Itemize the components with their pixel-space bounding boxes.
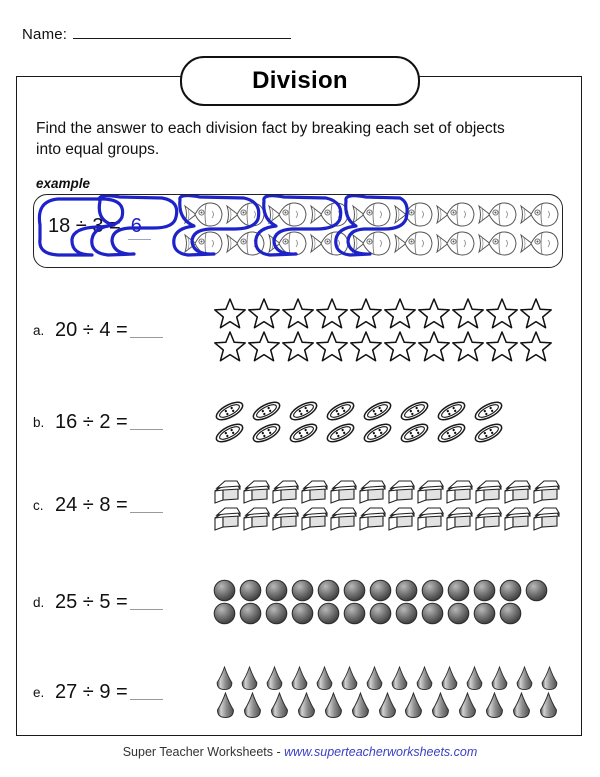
ball-icon: [291, 602, 314, 625]
milk-carton-icon: [329, 478, 358, 505]
milk-carton-icon: [474, 478, 503, 505]
milk-carton-icon: [213, 505, 242, 532]
star-icon: [519, 297, 553, 330]
milk-carton-icon: [503, 505, 532, 532]
cone-icon: [213, 692, 238, 719]
problem-equation: 25 ÷ 5 =: [55, 590, 128, 613]
button-icon: [213, 422, 246, 444]
footer-brand: Super Teacher Worksheets -: [122, 745, 285, 759]
button-icon: [472, 400, 505, 422]
ball-icon: [395, 579, 418, 602]
cone-icon: [375, 692, 400, 719]
star-icon: [417, 330, 451, 363]
star-icon: [315, 297, 349, 330]
problem-row-a: [33, 293, 563, 367]
ball-icon: [499, 602, 522, 625]
ball-icon: [265, 579, 288, 602]
answer-blank[interactable]: [130, 322, 163, 338]
star-icon: [519, 330, 553, 363]
star-icon: [383, 297, 417, 330]
milk-carton-icon: [213, 478, 242, 505]
ball-icon: [369, 579, 392, 602]
problem-row-e: [33, 655, 563, 729]
star-icon: [349, 297, 383, 330]
problem-letter: c.: [33, 497, 44, 513]
fish-icon: [476, 200, 518, 229]
button-icon: [287, 422, 320, 444]
cone-icon: [428, 692, 453, 719]
cone-icon: [267, 692, 292, 719]
star-icon: [213, 330, 247, 363]
object-row: [213, 505, 561, 532]
example-box: [33, 194, 563, 268]
milk-carton-icon: [532, 478, 561, 505]
fish-icon: [182, 200, 224, 229]
fish-icon: [266, 200, 308, 229]
object-set-cone: [213, 655, 561, 729]
cone-icon: [413, 665, 436, 692]
milk-carton-icon: [416, 505, 445, 532]
milk-carton-icon: [358, 505, 387, 532]
name-label: Name:: [22, 26, 68, 43]
milk-carton-icon: [271, 505, 300, 532]
footer-url[interactable]: www.superteacherworksheets.com: [284, 745, 478, 759]
ball-icon: [343, 602, 366, 625]
object-set-milk-carton: [213, 468, 561, 542]
cone-icon: [455, 692, 480, 719]
problem-letter: d.: [33, 594, 45, 610]
cone-icon: [482, 692, 507, 719]
ball-icon: [447, 579, 470, 602]
star-icon: [247, 330, 281, 363]
milk-carton-icon: [300, 505, 329, 532]
problem-equation: 27 ÷ 9 =: [55, 680, 128, 703]
object-row: [213, 330, 561, 363]
milk-carton-icon: [503, 478, 532, 505]
button-icon: [361, 422, 394, 444]
ball-icon: [213, 579, 236, 602]
example-object-set-fish: [182, 200, 560, 264]
object-row: [213, 579, 561, 602]
answer-blank[interactable]: [130, 594, 163, 610]
example-answer: 6: [128, 215, 151, 240]
cone-icon: [263, 665, 286, 692]
ball-icon: [369, 602, 392, 625]
ball-icon: [447, 602, 470, 625]
cone-icon: [488, 665, 511, 692]
cone-icon: [536, 692, 561, 719]
cone-icon: [294, 692, 319, 719]
button-icon: [472, 422, 505, 444]
problem-equation: 20 ÷ 4 =: [55, 318, 128, 341]
star-icon: [417, 297, 451, 330]
star-icon: [485, 330, 519, 363]
ball-icon: [421, 602, 444, 625]
cone-icon: [238, 665, 261, 692]
button-icon: [213, 400, 246, 422]
fish-icon: [350, 229, 392, 258]
star-icon: [485, 297, 519, 330]
star-icon: [213, 297, 247, 330]
object-set-ball: [213, 565, 561, 639]
object-row: [213, 602, 561, 625]
milk-carton-icon: [271, 478, 300, 505]
cone-icon: [438, 665, 461, 692]
milk-carton-icon: [242, 505, 271, 532]
ball-icon: [239, 602, 262, 625]
button-icon: [398, 422, 431, 444]
cone-icon: [240, 692, 265, 719]
milk-carton-icon: [387, 505, 416, 532]
button-icon: [250, 400, 283, 422]
milk-carton-icon: [445, 505, 474, 532]
milk-carton-icon: [242, 478, 271, 505]
ball-icon: [317, 602, 340, 625]
fish-icon: [392, 229, 434, 258]
milk-carton-icon: [329, 505, 358, 532]
ball-icon: [317, 579, 340, 602]
fish-icon: [518, 229, 560, 258]
star-icon: [247, 297, 281, 330]
object-row: [182, 200, 560, 229]
star-icon: [281, 330, 315, 363]
milk-carton-icon: [300, 478, 329, 505]
fish-icon: [434, 229, 476, 258]
cone-icon: [513, 665, 536, 692]
cone-icon: [538, 665, 561, 692]
object-row: [213, 400, 561, 422]
answer-blank[interactable]: [130, 684, 163, 700]
button-icon: [287, 400, 320, 422]
cone-icon: [363, 665, 386, 692]
milk-carton-icon: [474, 505, 503, 532]
star-icon: [349, 330, 383, 363]
star-icon: [451, 330, 485, 363]
object-set-star: [213, 293, 561, 367]
problem-equation: 24 ÷ 8 =: [55, 493, 128, 516]
problem-letter: a.: [33, 322, 45, 338]
problem-letter: e.: [33, 684, 45, 700]
cone-icon: [321, 692, 346, 719]
button-icon: [361, 400, 394, 422]
cone-icon: [213, 665, 236, 692]
worksheet-title-banner: [180, 56, 420, 106]
ball-icon: [499, 579, 522, 602]
fish-icon: [350, 200, 392, 229]
ball-icon: [239, 579, 262, 602]
ball-icon: [291, 579, 314, 602]
fish-icon: [224, 229, 266, 258]
answer-blank[interactable]: [130, 414, 163, 430]
fish-icon: [224, 200, 266, 229]
name-field[interactable]: [22, 24, 291, 43]
ball-icon: [473, 602, 496, 625]
footer: [0, 745, 600, 759]
example-equation-group: [48, 215, 151, 240]
cone-icon: [388, 665, 411, 692]
fish-icon: [392, 200, 434, 229]
cone-icon: [288, 665, 311, 692]
ball-icon: [213, 602, 236, 625]
button-icon: [324, 400, 357, 422]
instructions-text: Find the answer to each division fact by breaking each set of objects into equal groups.: [36, 120, 505, 158]
ball-icon: [421, 579, 444, 602]
milk-carton-icon: [532, 505, 561, 532]
object-row: [213, 665, 561, 692]
star-icon: [281, 297, 315, 330]
ball-icon: [473, 579, 496, 602]
problem-letter: b.: [33, 414, 45, 430]
problem-row-b: [33, 385, 563, 459]
milk-carton-icon: [416, 478, 445, 505]
page-title: Division: [252, 67, 348, 94]
ball-icon: [525, 579, 548, 602]
button-icon: [324, 422, 357, 444]
example-equation: 18 ÷ 3 =: [48, 215, 121, 237]
button-icon: [435, 422, 468, 444]
object-set-button: [213, 385, 561, 459]
fish-icon: [308, 200, 350, 229]
cone-icon: [338, 665, 361, 692]
star-icon: [451, 297, 485, 330]
button-icon: [435, 400, 468, 422]
star-icon: [315, 330, 349, 363]
example-label: example: [36, 176, 91, 191]
name-input-line[interactable]: [73, 24, 291, 39]
ball-icon: [343, 579, 366, 602]
fish-icon: [518, 200, 560, 229]
button-icon: [250, 422, 283, 444]
cone-icon: [463, 665, 486, 692]
cone-icon: [313, 665, 336, 692]
answer-blank[interactable]: [130, 497, 163, 513]
object-row: [213, 422, 561, 444]
fish-icon: [182, 229, 224, 258]
object-row: [213, 478, 561, 505]
milk-carton-icon: [358, 478, 387, 505]
object-row: [213, 692, 561, 719]
object-row: [182, 229, 560, 258]
problem-equation: 16 ÷ 2 =: [55, 410, 128, 433]
cone-icon: [401, 692, 426, 719]
button-icon: [398, 400, 431, 422]
fish-icon: [308, 229, 350, 258]
ball-icon: [395, 602, 418, 625]
fish-icon: [434, 200, 476, 229]
problem-row-d: [33, 565, 563, 639]
problem-row-c: [33, 468, 563, 542]
object-row: [213, 297, 561, 330]
ball-icon: [265, 602, 288, 625]
milk-carton-icon: [445, 478, 474, 505]
fish-icon: [476, 229, 518, 258]
milk-carton-icon: [387, 478, 416, 505]
cone-icon: [348, 692, 373, 719]
fish-icon: [266, 229, 308, 258]
cone-icon: [509, 692, 534, 719]
star-icon: [383, 330, 417, 363]
